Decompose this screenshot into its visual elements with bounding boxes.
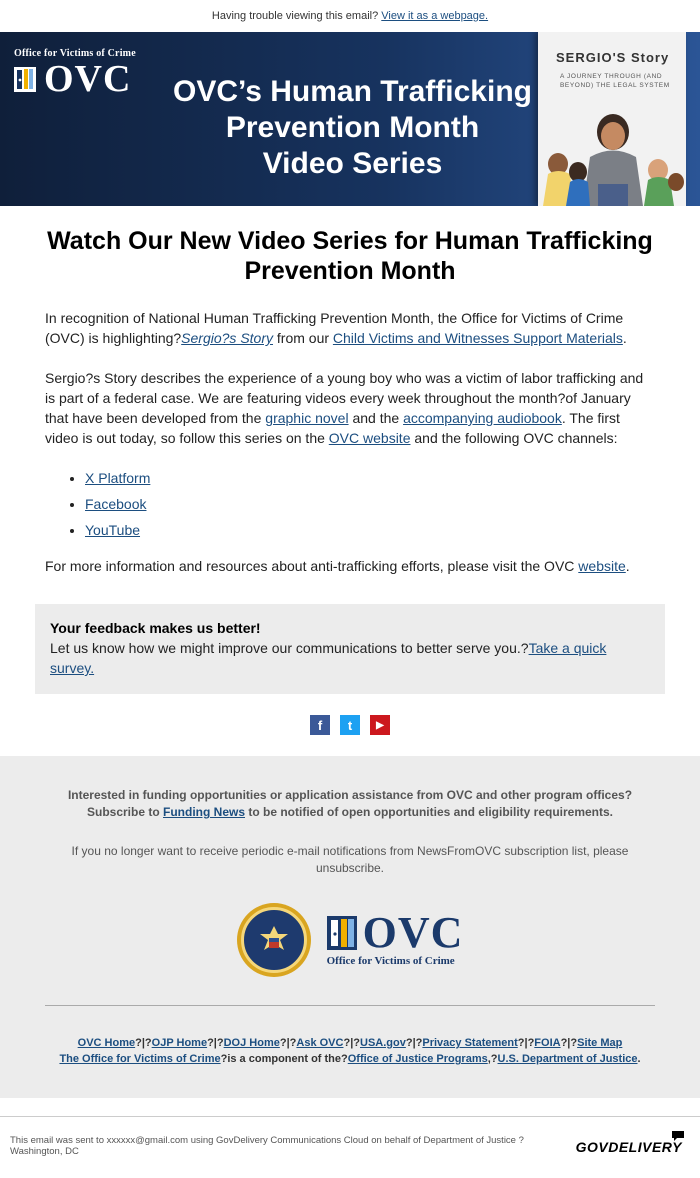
youtube-icon[interactable]: ▶ [370, 715, 390, 735]
usa-gov-link[interactable]: USA.gov [360, 1037, 406, 1049]
audiobook-link[interactable]: accompanying audiobook [403, 410, 562, 426]
list-item [85, 494, 655, 514]
doj-link[interactable]: U.S. Department of Justice [497, 1053, 638, 1065]
funding-line1: Interested in funding opportunities or application assistance from OVC and other program offices? [67, 788, 633, 802]
office-label: Office for Victims of Crime [14, 48, 136, 59]
ask-ovc-link[interactable]: Ask OVC [296, 1037, 344, 1049]
delivery-footer [0, 1116, 700, 1167]
ovc-component-link[interactable]: The Office for Victims of Crime [59, 1053, 221, 1065]
speech-bubble-icon [672, 1131, 684, 1141]
social-icons [0, 694, 700, 756]
footer-divider [45, 1005, 655, 1006]
banner-title-line3: Video Series [262, 147, 443, 180]
resources-paragraph: For more information and resources about anti-trafficking efforts, please visit the OVC website. [45, 558, 630, 574]
unsubscribe-notice: If you no longer want to receive periodic e-mail notifications from NewsFromOVC subscription list, please unsubscribe. [71, 844, 629, 875]
footer [0, 756, 700, 1098]
feedback-title: Your feedback makes us better! [50, 620, 261, 636]
website-link[interactable]: website [578, 558, 626, 574]
main-content [0, 226, 700, 576]
sent-notice: This email was sent to xxxxxx@gmail.com using GovDelivery Communications Cloud on behalf of Department of Justice ?Washington, DC [10, 1135, 524, 1157]
door-icon [327, 914, 363, 952]
book-subtitle: A JOURNEY THROUGH (AND BEYOND) THE LEGAL SYSTEM [560, 73, 670, 89]
footer-links [0, 1035, 700, 1067]
door-icon [14, 64, 44, 94]
page-heading: Watch Our New Video Series for Human Trafficking Prevention Month [47, 227, 653, 285]
footer-links-row2: The Office for Victims of Crime?is a component of the?Office of Justice Programs,?U.S. Department of Justice. [59, 1053, 641, 1065]
ovc-wordmark: OVC [44, 58, 132, 100]
header-banner [0, 32, 700, 206]
funding-news-link[interactable]: Funding News [163, 805, 245, 819]
sergios-story-book-cover [538, 32, 686, 206]
list-item [85, 468, 655, 488]
ovc-footer-sub: Office for Victims of Crime [326, 955, 455, 967]
webpage-notice [0, 0, 700, 32]
funding-notice [0, 756, 700, 821]
feedback-box [35, 604, 665, 694]
ovc-footer-logo[interactable] [326, 908, 464, 967]
book-illustration [538, 102, 686, 206]
banner-title-line2: Prevention Month [225, 111, 480, 144]
govdelivery-wordmark: GOVDELIVERY [575, 1139, 682, 1155]
book-title: SERGIO'S Story [556, 50, 670, 65]
list-item [85, 520, 655, 540]
support-materials-link[interactable]: Child Victims and Witnesses Support Materials [332, 330, 623, 346]
feedback-text: Let us know how we might improve our communications to better serve you.?Take a quick survey. [50, 640, 607, 676]
view-webpage-link[interactable]: View it as a webpage. [381, 10, 489, 22]
description-paragraph: Sergio?s Story describes the experience of a young boy who was a victim of labor trafficking and is part of a federal case. We are featuring videos every week throughout the month?of January that have been developed from the graphic novel and the accompanying audiobook. The first video is out today, so follow this series on the OVC website and the following OVC channels: [45, 370, 644, 446]
doj-seal-icon [237, 903, 311, 977]
ojp-home-link[interactable]: OJP Home [151, 1037, 208, 1049]
banner-title-line1: OVC’s Human Trafficking [173, 75, 532, 108]
sergios-story-link[interactable]: Sergio?s Story [181, 330, 273, 346]
youtube-link[interactable]: YouTube [85, 522, 141, 538]
facebook-link[interactable]: Facebook [85, 496, 147, 512]
facebook-icon[interactable]: f [310, 715, 330, 735]
foia-link[interactable]: FOIA [534, 1037, 561, 1049]
ovc-home-link[interactable]: OVC Home [77, 1037, 136, 1049]
footer-links-row1: OVC Home?|?OJP Home?|?DOJ Home?|?Ask OVC?|?USA.gov?|?Privacy Statement?|?FOIA?|?Site Map [77, 1037, 623, 1049]
ovc-footer-wordmark: OVC [362, 908, 464, 957]
ovc-website-link[interactable]: OVC website [328, 430, 411, 446]
twitter-icon[interactable]: t [340, 715, 360, 735]
privacy-statement-link[interactable]: Privacy Statement [422, 1037, 518, 1049]
x-platform-link[interactable]: X Platform [85, 470, 151, 486]
survey-link[interactable]: Take a quick survey. [50, 640, 607, 676]
intro-paragraph: In recognition of National Human Trafficking Prevention Month, the Office for Victims of Crime (OVC) is highlighting?Sergio?s Story from our Child Victims and Witnesses Support Materials. [45, 310, 627, 346]
graphic-novel-link[interactable]: graphic novel [265, 410, 349, 426]
ovc-banner-logo[interactable] [14, 48, 136, 100]
site-map-link[interactable]: Site Map [577, 1037, 623, 1049]
webpage-notice-text: Having trouble viewing this email? [211, 10, 382, 22]
ojp-link[interactable]: Office of Justice Programs [347, 1053, 488, 1065]
channel-list [45, 468, 655, 540]
funding-line2: Subscribe to Funding News to be notified of open opportunities and eligibility requirements. [86, 805, 614, 819]
doj-home-link[interactable]: DOJ Home [223, 1037, 280, 1049]
footer-logos [0, 903, 700, 977]
govdelivery-logo [576, 1139, 682, 1155]
banner-title [160, 74, 545, 182]
